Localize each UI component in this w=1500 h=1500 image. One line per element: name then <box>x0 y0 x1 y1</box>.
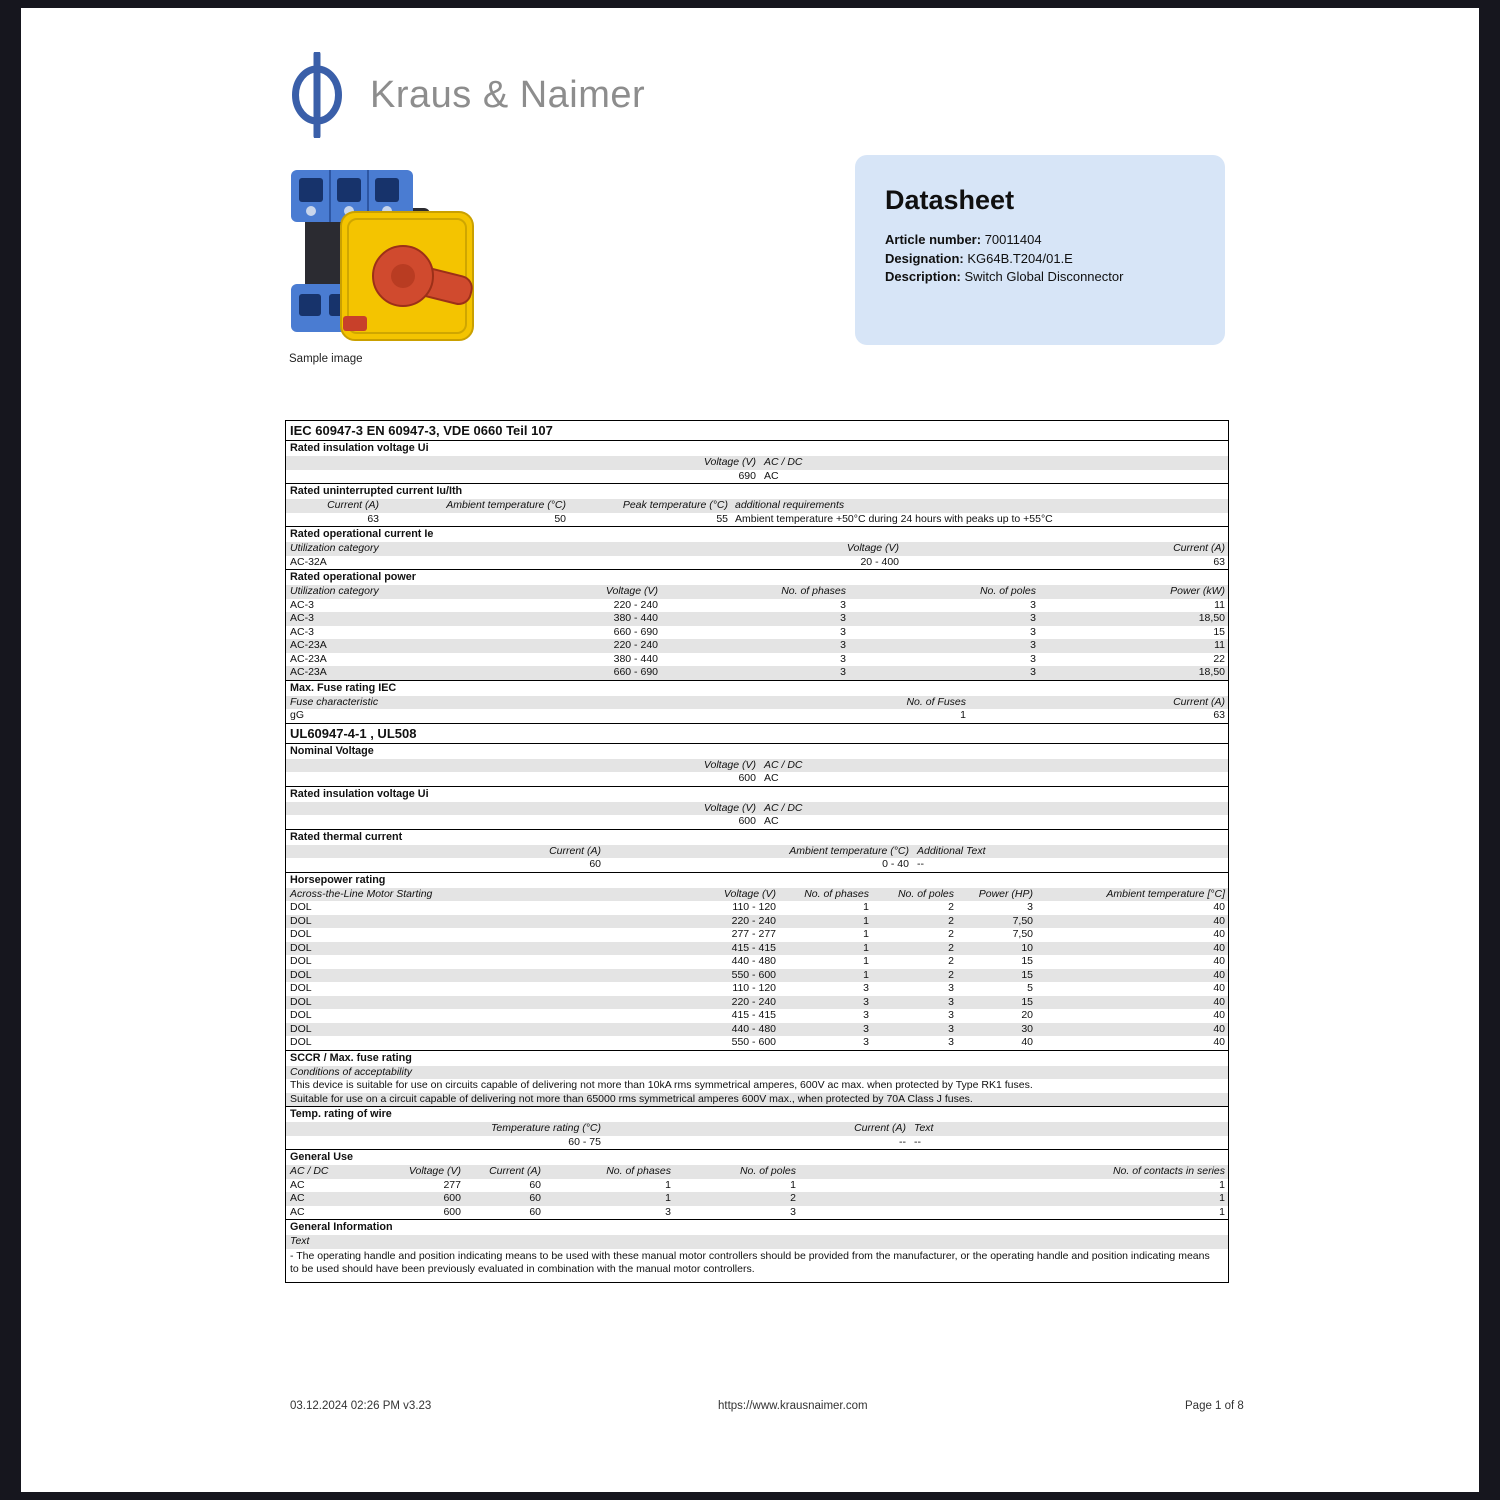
table-cell: 110 - 120 <box>732 901 776 913</box>
table-cell: AC-32A <box>290 555 327 568</box>
table-cell: 3 <box>1030 666 1036 678</box>
table-cell: Current (A) <box>1173 542 1225 554</box>
column-header-row <box>286 499 1228 513</box>
brand-name: Kraus & Naimer <box>370 73 646 116</box>
info-field-label: Article number: <box>885 232 985 247</box>
column-header-row <box>286 1235 1228 1249</box>
table-cell: Voltage (V) <box>703 456 756 468</box>
info-field <box>885 231 1195 250</box>
section-title-row: Rated operational current Ie <box>286 526 1228 542</box>
table-cell: 20 <box>1021 1009 1033 1021</box>
info-field-label: Designation: <box>885 250 968 266</box>
table-cell: Additional Text <box>917 844 986 857</box>
table-cell: Current (A) <box>489 1165 541 1177</box>
data-row <box>286 1093 1228 1107</box>
table-cell: 550 - 600 <box>731 1036 776 1048</box>
table-cell: Text <box>914 1122 934 1134</box>
table-cell: AC-23A <box>290 639 327 651</box>
table-cell: 3 <box>1030 639 1036 651</box>
table-cell: 15 <box>1021 955 1033 967</box>
table-cell: 440 - 480 <box>731 955 776 967</box>
info-field <box>885 268 1195 287</box>
datasheet-title: Datasheet <box>885 185 1015 215</box>
table-cell: 50 <box>554 512 566 525</box>
table-cell: AC / DC <box>764 456 803 468</box>
data-row <box>286 955 1228 969</box>
table-cell: No. of poles <box>897 887 954 900</box>
table-cell: 0 - 40 <box>882 858 909 870</box>
table-cell: 3 <box>1030 652 1036 665</box>
table-cell: AC <box>290 1205 305 1218</box>
data-row <box>286 626 1228 640</box>
table-cell: DOL <box>290 928 312 940</box>
table-cell: AC-3 <box>290 625 314 638</box>
footer-page-number: Page 1 of 8 <box>1185 1400 1244 1412</box>
table-cell: 2 <box>948 901 954 913</box>
column-header-row <box>286 542 1228 556</box>
data-row <box>286 1036 1228 1050</box>
table-cell: No. of poles <box>739 1165 796 1177</box>
table-cell: DOL <box>290 982 312 994</box>
table-cell: Voltage (V) <box>703 758 756 771</box>
table-cell: 40 <box>1213 995 1225 1008</box>
table-cell: 3 <box>863 1009 869 1021</box>
table-cell: 40 <box>1213 955 1225 967</box>
data-row <box>286 815 1228 829</box>
section-title-row: General Use <box>286 1149 1228 1165</box>
table-cell: Current (A) <box>327 499 379 511</box>
table-cell: Ambient temperature [°C] <box>1106 887 1225 900</box>
table-cell: 600 <box>443 1205 461 1218</box>
table-cell: 380 - 440 <box>613 652 658 665</box>
table-cell: 1 <box>863 955 869 967</box>
table-cell: 3 <box>948 995 954 1008</box>
table-cell: Voltage (V) <box>408 1165 461 1177</box>
table-cell: DOL <box>290 995 312 1008</box>
section-title-row: SCCR / Max. fuse rating <box>286 1050 1228 1066</box>
table-cell: DOL <box>290 914 312 927</box>
table-cell: -- <box>899 1135 906 1148</box>
table-cell: 40 <box>1213 1022 1225 1035</box>
data-row <box>286 901 1228 915</box>
table-cell: 1 <box>960 709 966 721</box>
table-cell: 220 - 240 <box>613 598 658 611</box>
table-cell: 1 <box>665 1192 671 1204</box>
section-title-row: Nominal Voltage <box>286 743 1228 759</box>
table-cell: AC-3 <box>290 598 314 611</box>
info-field-value: Switch Global Disconnector <box>964 269 1124 284</box>
table-cell: 22 <box>1213 652 1225 665</box>
data-row <box>286 969 1228 983</box>
data-row <box>286 942 1228 956</box>
table-cell: 20 - 400 <box>860 555 899 568</box>
table-cell: 3 <box>840 625 846 638</box>
section-title-row: Horsepower rating <box>286 872 1228 888</box>
table-cell: 600 <box>738 815 756 827</box>
column-header-row <box>286 888 1228 902</box>
standard-header-row: IEC 60947-3 EN 60947-3, VDE 0660 Teil 107 <box>290 423 553 438</box>
data-row <box>286 1206 1228 1220</box>
table-cell: 2 <box>948 914 954 927</box>
data-row <box>286 858 1228 872</box>
table-cell: 1 <box>863 914 869 927</box>
table-cell: AC <box>290 1192 305 1204</box>
table-cell: Peak temperature (°C) <box>622 499 728 511</box>
table-cell: AC / DC <box>764 758 803 771</box>
product-image <box>285 166 485 348</box>
table-cell: DOL <box>290 1009 312 1021</box>
table-cell: 18,50 <box>1198 666 1225 678</box>
table-cell: 3 <box>840 598 846 611</box>
data-row <box>286 772 1228 786</box>
table-cell: 415 - 415 <box>731 1009 776 1021</box>
table-cell: 2 <box>948 968 954 981</box>
column-header-row <box>286 1165 1228 1179</box>
table-cell: 3 <box>1030 612 1036 624</box>
table-cell: AC-23A <box>290 652 327 665</box>
table-cell: 550 - 600 <box>731 968 776 981</box>
data-row <box>286 1136 1228 1150</box>
table-cell: 60 - 75 <box>568 1135 601 1148</box>
table-cell: No. of Fuses <box>906 695 966 708</box>
data-row <box>286 996 1228 1010</box>
data-row <box>286 1009 1228 1023</box>
table-cell: 5 <box>1027 982 1033 994</box>
table-cell: 220 - 240 <box>731 995 776 1008</box>
info-field-value: 70011404 <box>984 232 1042 247</box>
table-cell: 7,50 <box>1012 914 1033 927</box>
info-field-label: Description: <box>885 269 965 284</box>
info-box <box>855 155 1225 345</box>
column-header-row <box>286 696 1228 710</box>
table-cell: 40 <box>1213 941 1225 954</box>
data-row <box>286 470 1228 484</box>
data-row <box>286 928 1228 942</box>
table-cell: 10 <box>1021 941 1033 954</box>
section-title-row: Temp. rating of wire <box>286 1106 1228 1122</box>
table-cell: 3 <box>840 639 846 651</box>
sample-image-caption: Sample image <box>289 353 363 365</box>
table-cell: 40 <box>1021 1036 1033 1048</box>
table-cell: 40 <box>1213 914 1225 927</box>
spec-table <box>285 420 1229 1283</box>
table-cell: No. of contacts in series <box>1112 1165 1225 1177</box>
table-cell: Power (kW) <box>1170 585 1225 597</box>
table-cell: 1 <box>1219 1205 1225 1218</box>
table-cell: AC <box>764 469 779 482</box>
table-cell: 1 <box>863 941 869 954</box>
data-row <box>286 612 1228 626</box>
table-cell: 3 <box>948 1036 954 1048</box>
table-cell: 63 <box>1213 709 1225 721</box>
table-cell: Voltage (V) <box>703 801 756 814</box>
table-cell: 7,50 <box>1012 928 1033 940</box>
info-field-value: KG64B.T204/01.E <box>967 250 1073 266</box>
table-cell: 3 <box>790 1205 796 1218</box>
table-cell: 277 <box>443 1178 461 1191</box>
data-row <box>286 653 1228 667</box>
table-cell: 3 <box>948 982 954 994</box>
paragraph-row: - The operating handle and position indicating means to be used with these manual motor controllers should be provided from the manufacturer, or the operating handle and position indicating means to be used should have been previously evaluated in combination with the manual motor controllers. <box>290 1249 1210 1275</box>
column-header-row <box>286 759 1228 773</box>
table-cell: DOL <box>290 1022 312 1035</box>
column-header-row <box>286 845 1228 859</box>
table-cell: No. of phases <box>781 585 846 597</box>
data-row <box>286 982 1228 996</box>
table-cell: Current (A) <box>854 1122 906 1134</box>
datasheet-page <box>21 8 1479 1492</box>
table-cell: 11 <box>1214 598 1225 611</box>
section-title-row: Rated insulation voltage Ui <box>286 440 1228 456</box>
section-title-row: Rated uninterrupted current Iu/Ith <box>286 483 1228 499</box>
table-cell: 220 - 240 <box>731 914 776 927</box>
data-row <box>286 666 1228 680</box>
column-header-row <box>286 585 1228 599</box>
table-cell: 15 <box>1021 995 1033 1008</box>
table-cell: 40 <box>1213 1036 1225 1048</box>
table-cell: 3 <box>1027 901 1033 913</box>
phi-logo-icon <box>290 52 344 138</box>
data-row <box>286 599 1228 613</box>
table-cell: 2 <box>948 928 954 940</box>
standard-header-row: UL60947-4-1 , UL508 <box>286 723 1228 743</box>
table-cell: Voltage (V) <box>605 585 658 597</box>
table-cell: 15 <box>1021 968 1033 981</box>
table-cell: DOL <box>290 901 312 913</box>
table-cell: 415 - 415 <box>731 941 776 954</box>
column-header-row <box>286 802 1228 816</box>
table-cell: No. of phases <box>804 887 869 900</box>
table-cell: 1 <box>790 1178 796 1191</box>
table-cell: DOL <box>290 1036 312 1048</box>
table-cell: DOL <box>290 955 312 967</box>
table-cell: 110 - 120 <box>732 982 776 994</box>
table-cell: 3 <box>840 612 846 624</box>
section-title-row: Rated thermal current <box>286 829 1228 845</box>
table-cell: AC <box>764 772 779 784</box>
table-cell: 220 - 240 <box>613 639 658 651</box>
info-field <box>885 250 1195 269</box>
brand-logo <box>290 52 645 138</box>
table-cell: 1 <box>1219 1178 1225 1191</box>
table-cell: Temperature rating (°C) <box>490 1122 601 1134</box>
table-cell: 1 <box>863 928 869 940</box>
red-latch-tab <box>343 316 367 331</box>
table-cell: No. of phases <box>606 1165 671 1177</box>
table-cell: Text <box>290 1235 310 1247</box>
table-cell: 60 <box>529 1178 541 1191</box>
table-cell: DOL <box>290 941 312 954</box>
column-header-row <box>286 1122 1228 1136</box>
table-cell: 30 <box>1021 1022 1033 1035</box>
info-fields <box>885 231 1195 287</box>
table-cell: Across-the-Line Motor Starting <box>290 887 433 900</box>
table-cell: AC <box>764 815 779 827</box>
table-cell: 1 <box>1219 1192 1225 1204</box>
table-cell: 600 <box>443 1192 461 1204</box>
data-row <box>286 513 1228 527</box>
table-cell: 63 <box>1213 555 1225 568</box>
table-cell: 660 - 690 <box>613 666 658 678</box>
table-cell: Ambient temperature (°C) <box>789 844 909 857</box>
table-cell: 690 <box>738 469 756 482</box>
footer-date: 03.12.2024 02:26 PM v3.23 <box>290 1400 432 1412</box>
table-cell: 40 <box>1213 968 1225 981</box>
table-cell: Current (A) <box>1173 695 1225 708</box>
table-cell: 2 <box>948 955 954 967</box>
section-title-row: Rated insulation voltage Ui <box>286 786 1228 802</box>
table-cell: Utilization category <box>290 542 379 554</box>
table-cell: 15 <box>1213 625 1225 638</box>
column-header-row <box>286 456 1228 470</box>
data-row <box>286 1023 1228 1037</box>
data-row <box>286 709 1228 723</box>
table-cell: 440 - 480 <box>731 1022 776 1035</box>
table-cell: Suitable for use on a circuit capable of delivering not more than 65000 rms symmetrical amperes 600V max., when protected by 70A Class J fuses. <box>290 1092 973 1105</box>
table-cell: 40 <box>1213 982 1225 994</box>
table-cell: 3 <box>840 666 846 678</box>
data-row <box>286 1179 1228 1193</box>
data-row <box>286 1079 1228 1093</box>
table-cell: 3 <box>863 995 869 1008</box>
table-cell: 3 <box>863 982 869 994</box>
table-cell: AC <box>290 1178 305 1191</box>
table-cell: 2 <box>948 941 954 954</box>
table-cell: 380 - 440 <box>613 612 658 624</box>
section-title-row: Max. Fuse rating IEC <box>286 680 1228 696</box>
table-cell: 3 <box>948 1009 954 1021</box>
table-cell: AC / DC <box>764 801 803 814</box>
table-cell: 3 <box>1030 625 1036 638</box>
data-row <box>286 1192 1228 1206</box>
data-row <box>286 639 1228 653</box>
column-header-row <box>286 1066 1228 1080</box>
table-cell: Voltage (V) <box>723 887 776 900</box>
section-title-row: Rated operational power <box>286 569 1228 585</box>
section-title-row: General Information <box>286 1219 1228 1235</box>
table-cell: 55 <box>716 512 728 525</box>
footer <box>21 1400 1479 1416</box>
table-cell: AC-3 <box>290 612 314 624</box>
table-cell: 600 <box>738 772 756 784</box>
table-cell: 40 <box>1213 1009 1225 1021</box>
table-cell: 2 <box>790 1192 796 1204</box>
table-cell: 40 <box>1213 928 1225 940</box>
table-cell: Ambient temperature (°C) <box>446 499 566 511</box>
table-cell: AC / DC <box>290 1165 329 1177</box>
table-cell: 60 <box>529 1192 541 1204</box>
table-cell: Conditions of acceptability <box>290 1065 412 1078</box>
footer-url[interactable]: https://www.krausnaimer.com <box>718 1400 868 1412</box>
table-cell: Ambient temperature +50°C during 24 hours with peaks up to +55°C <box>735 512 1053 525</box>
table-cell: No. of poles <box>979 585 1036 597</box>
table-cell: 3 <box>948 1022 954 1035</box>
table-cell: 63 <box>367 512 379 525</box>
table-cell: 60 <box>589 858 601 870</box>
table-cell: 1 <box>863 968 869 981</box>
table-cell: AC-23A <box>290 666 327 678</box>
data-row <box>286 915 1228 929</box>
table-cell: DOL <box>290 968 312 981</box>
table-cell: 40 <box>1213 901 1225 913</box>
table-cell: Voltage (V) <box>846 542 899 554</box>
table-cell: 18,50 <box>1198 612 1225 624</box>
table-cell: 11 <box>1214 639 1225 651</box>
table-cell: additional requirements <box>735 499 845 511</box>
table-cell: 3 <box>863 1036 869 1048</box>
data-row <box>286 556 1228 570</box>
table-cell: 3 <box>1030 598 1036 611</box>
table-cell: Utilization category <box>290 585 379 597</box>
table-cell: 1 <box>863 901 869 913</box>
table-cell: 1 <box>665 1178 671 1191</box>
table-cell: Current (A) <box>549 844 601 857</box>
table-cell: Fuse characteristic <box>290 695 379 708</box>
table-cell: Power (HP) <box>978 887 1033 900</box>
table-cell: -- <box>914 1135 921 1148</box>
table-cell: 277 - 277 <box>731 928 776 940</box>
table-cell: 3 <box>840 652 846 665</box>
table-cell: 60 <box>529 1205 541 1218</box>
table-cell: This device is suitable for use on circuits capable of delivering not more than 10kA rms symmetrical amperes, 600V ac max. when protected by Type RK1 fuses. <box>290 1079 1033 1091</box>
table-cell: -- <box>917 858 924 870</box>
table-cell: gG <box>290 709 305 721</box>
table-cell: 3 <box>665 1205 671 1218</box>
table-cell: 660 - 690 <box>613 625 658 638</box>
table-cell: 3 <box>863 1022 869 1035</box>
